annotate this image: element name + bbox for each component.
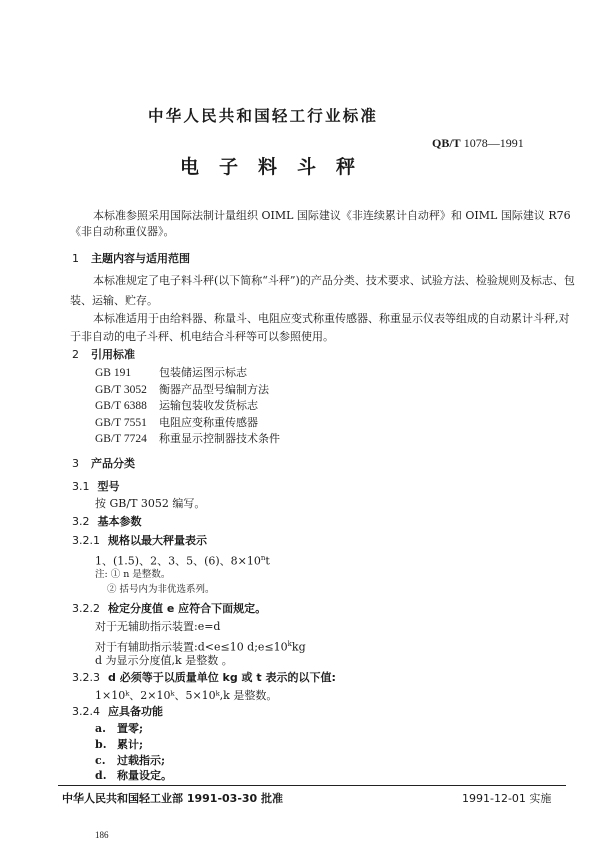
implementation-date: 1991-12-01 实施 <box>462 792 552 805</box>
item-text: 累计; <box>117 738 144 751</box>
s3-2-3-values: 1×10ᵏ、2×10ᵏ、5×10ᵏ,k 是整数。 <box>95 689 278 702</box>
reference-code: GB/T 7551 <box>95 417 147 429</box>
reference-code: GB 191 <box>95 367 132 379</box>
reference-name: 运输包装收发货标志 <box>159 399 258 412</box>
section-number: 3.2 <box>72 515 90 528</box>
section-title: 应具备功能 <box>108 705 163 718</box>
subsection-3-2-1-heading <box>72 532 207 548</box>
section-title: d 必须等于以质量单位 kg 或 t 表示的以下值: <box>108 671 336 684</box>
subsection-3-1-heading <box>72 478 120 494</box>
subsection-3-2-4-heading <box>72 703 163 719</box>
values-text: 1、(1.5)、2、3、5、(6)、8×10 <box>95 554 261 568</box>
reference-code: GB/T 6388 <box>95 400 147 412</box>
section-title: 型号 <box>97 480 120 493</box>
intro-line-1: 本标准参照采用国际法制计量组织 OIML 国际建议《非连续累计自动秤》和 OIML 国际建议 R76 <box>93 209 571 222</box>
section-number: 3.2.1 <box>72 534 100 547</box>
section-title: 引用标准 <box>91 348 135 361</box>
note-text: ① n 是整数。 <box>110 569 171 580</box>
s1-para2-line1: 本标准适用于由给料器、称量斗、电阻应变式称重传感器、称重显示仪表等组成的自动累计斗秤,对 <box>93 312 570 325</box>
section-1-heading <box>72 250 190 266</box>
item-text: 过载指示; <box>117 754 166 767</box>
item-text: 置零; <box>117 722 144 735</box>
unit: kg <box>291 640 306 654</box>
section-title: 产品分类 <box>91 457 135 470</box>
reference-name: 包装储运图示标志 <box>159 366 247 379</box>
item-label: c. <box>95 754 106 767</box>
item-label: d. <box>95 769 107 782</box>
s1-para1-line1: 本标准规定了电子料斗秤(以下简称“斗秤”)的产品分类、技术要求、试验方法、检验规则及标志、包 <box>93 274 575 287</box>
reference-name: 称重显示控制器技术条件 <box>159 432 280 445</box>
standard-code-prefix: QB/T <box>432 136 461 150</box>
section-number: 2 <box>72 348 79 361</box>
section-number: 1 <box>72 252 79 265</box>
s3-2-2-line-3: d 为显示分度值,k 是整数 。 <box>95 654 233 667</box>
section-number: 3.1 <box>72 480 90 493</box>
item-label: b. <box>95 738 107 751</box>
standard-code <box>432 136 524 151</box>
approval-line: 中华人民共和国轻工业部 1991-03-30 批准 <box>62 792 284 805</box>
section-title: 检定分度值 e 应符合下面规定。 <box>108 602 267 615</box>
reference-code: GB/T 3052 <box>95 384 147 396</box>
subsection-3-2-3-heading <box>72 669 336 685</box>
s1-para1-line2: 装、运输、贮存。 <box>70 294 158 307</box>
section-number: 3 <box>72 457 79 470</box>
s3-2-1-note-2: ② 括号内为非优选系列。 <box>107 584 215 595</box>
section-number: 3.2.4 <box>72 705 100 718</box>
exponent: n <box>260 554 266 562</box>
subsection-3-2-heading <box>72 513 142 529</box>
section-title: 基本参数 <box>97 515 142 528</box>
reference-code: GB/T 7724 <box>95 433 147 445</box>
reference-name: 电阻应变称重传感器 <box>159 416 258 429</box>
function-item <box>95 766 172 786</box>
item-text: 称量设定。 <box>117 769 172 782</box>
page-number: 186 <box>95 830 109 840</box>
document-title: 电子料斗秤 <box>180 156 376 178</box>
s3-2-2-line-1: 对于无辅助指示装置:e=d <box>95 620 221 633</box>
issuing-organization: 中华人民共和国轻工行业标准 <box>148 107 379 125</box>
s3-1-text: 按 GB/T 3052 编写。 <box>95 497 206 510</box>
reference-name: 衡器产品型号编制方法 <box>159 383 269 396</box>
footer-divider <box>58 785 566 786</box>
section-title: 主题内容与适用范围 <box>91 252 190 265</box>
section-3-heading <box>72 455 135 471</box>
section-number: 3.2.2 <box>72 602 100 615</box>
item-label: a. <box>95 722 106 735</box>
section-number: 3.2.3 <box>72 671 100 684</box>
note-label: 注: <box>95 569 108 580</box>
exponent: k <box>287 640 292 648</box>
s1-para2-line2: 于非自动的电子斗秤、机电结合斗秤等可以参照使用。 <box>70 330 334 343</box>
subsection-3-2-2-heading <box>72 600 266 616</box>
section-title: 规格以最大秤量表示 <box>108 534 207 547</box>
standard-code-number: 1078—1991 <box>463 136 524 150</box>
section-2-heading <box>72 346 135 362</box>
condition-text: 对于有辅助指示装置:d<e≤10 d;e≤10 <box>95 640 288 654</box>
unit: t <box>265 554 270 568</box>
intro-line-2: 《非自动称重仪器》。 <box>70 225 175 238</box>
reference-item <box>95 429 280 449</box>
